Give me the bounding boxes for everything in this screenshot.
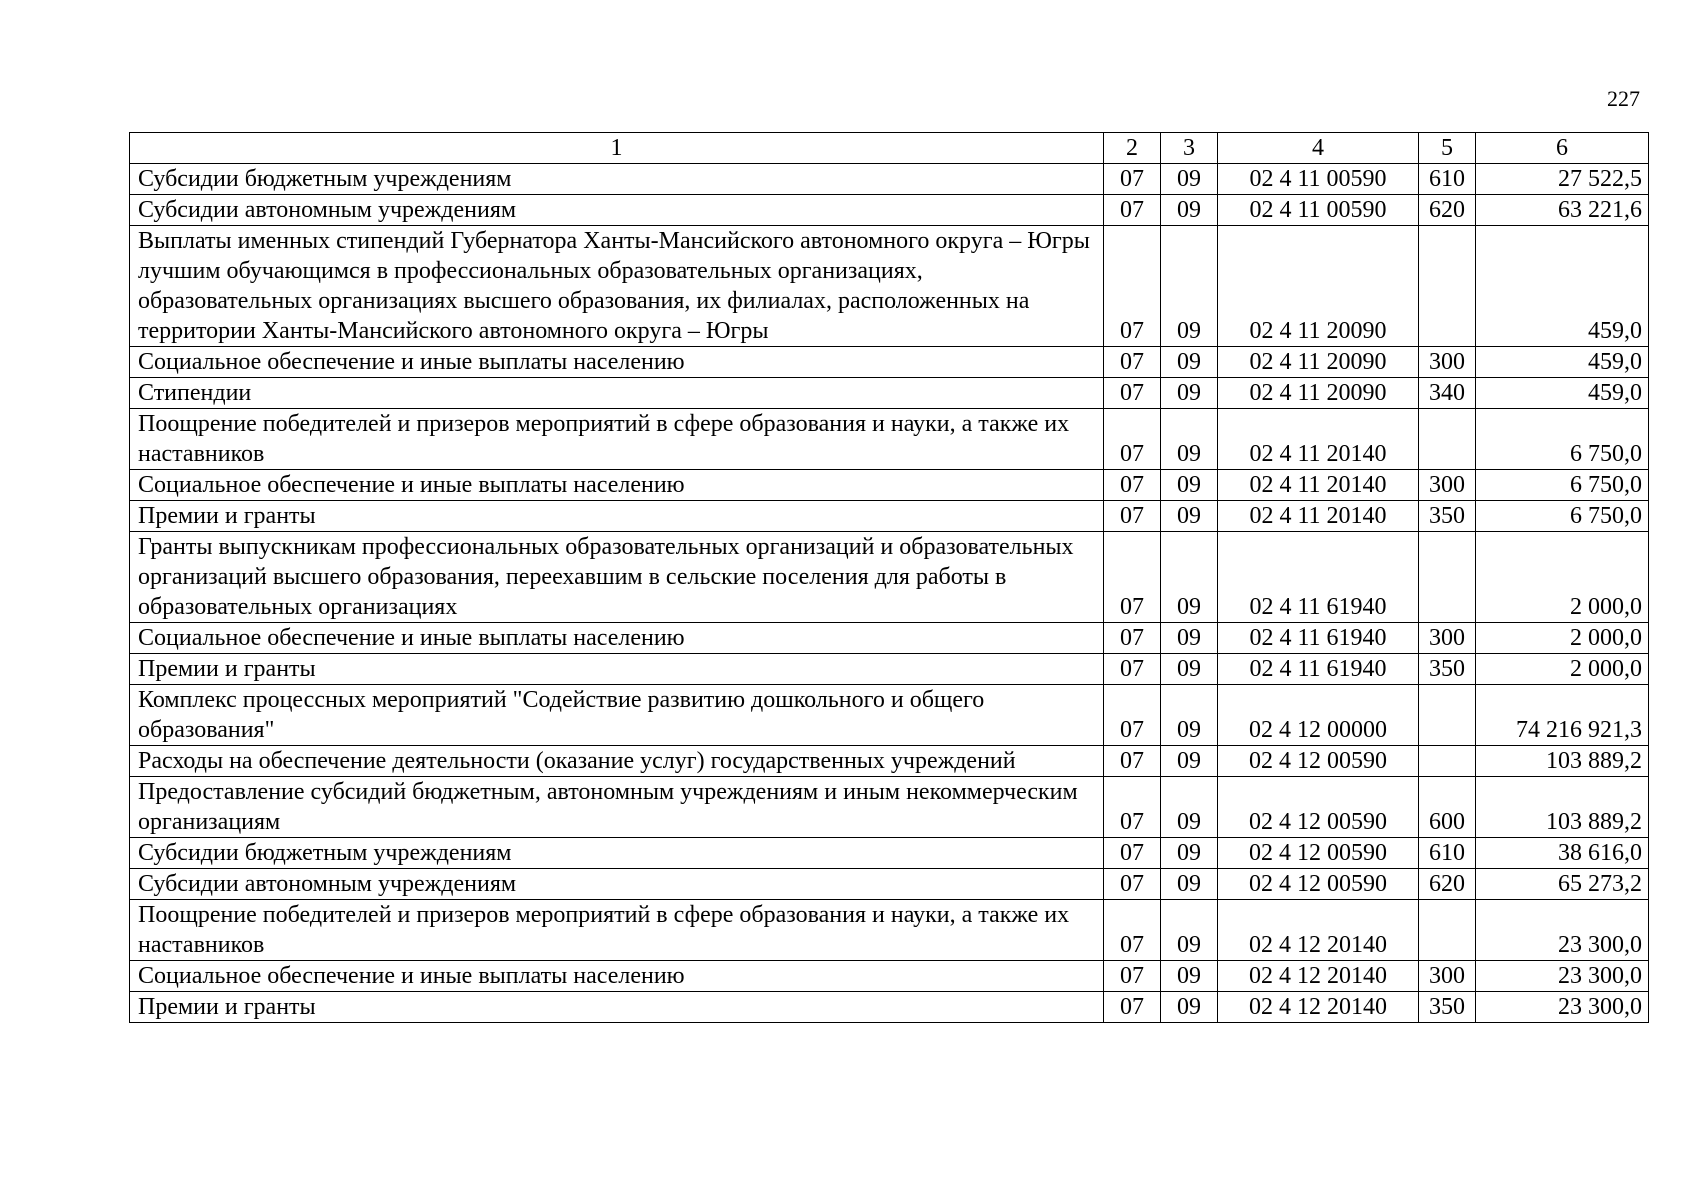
row-target-article-cell: 02 4 12 00590 bbox=[1218, 838, 1419, 869]
row-amount-cell: 23 300,0 bbox=[1476, 992, 1649, 1023]
row-subsection-cell: 09 bbox=[1161, 195, 1218, 226]
row-expense-type-cell: 300 bbox=[1419, 623, 1476, 654]
row-target-article-cell: 02 4 11 00590 bbox=[1218, 195, 1419, 226]
header-cell-1: 1 bbox=[130, 133, 1104, 164]
table-row bbox=[130, 532, 1649, 623]
row-expense-type-cell: 620 bbox=[1419, 195, 1476, 226]
row-expense-type-cell: 610 bbox=[1419, 164, 1476, 195]
row-subsection-cell: 09 bbox=[1161, 532, 1218, 623]
row-section-cell: 07 bbox=[1104, 992, 1161, 1023]
row-subsection-cell: 09 bbox=[1161, 777, 1218, 838]
table-row bbox=[130, 347, 1649, 378]
row-subsection-cell: 09 bbox=[1161, 654, 1218, 685]
row-name-cell: Социальное обеспечение и иные выплаты населению bbox=[130, 961, 1104, 992]
row-amount-cell: 6 750,0 bbox=[1476, 470, 1649, 501]
row-subsection-cell: 09 bbox=[1161, 470, 1218, 501]
row-section-cell: 07 bbox=[1104, 685, 1161, 746]
table-row bbox=[130, 685, 1649, 746]
row-expense-type-cell bbox=[1419, 532, 1476, 623]
row-name-cell: Субсидии автономным учреждениям bbox=[130, 195, 1104, 226]
row-section-cell: 07 bbox=[1104, 777, 1161, 838]
table-row bbox=[130, 378, 1649, 409]
table-row bbox=[130, 623, 1649, 654]
row-subsection-cell: 09 bbox=[1161, 501, 1218, 532]
row-name-cell: Социальное обеспечение и иные выплаты населению bbox=[130, 470, 1104, 501]
row-section-cell: 07 bbox=[1104, 869, 1161, 900]
header-cell-2: 2 bbox=[1104, 133, 1161, 164]
row-subsection-cell: 09 bbox=[1161, 685, 1218, 746]
row-amount-cell: 6 750,0 bbox=[1476, 501, 1649, 532]
row-target-article-cell: 02 4 11 20140 bbox=[1218, 470, 1419, 501]
row-subsection-cell: 09 bbox=[1161, 992, 1218, 1023]
row-expense-type-cell: 350 bbox=[1419, 501, 1476, 532]
row-section-cell: 07 bbox=[1104, 900, 1161, 961]
row-target-article-cell: 02 4 11 61940 bbox=[1218, 532, 1419, 623]
row-section-cell: 07 bbox=[1104, 195, 1161, 226]
row-name-cell: Премии и гранты bbox=[130, 501, 1104, 532]
row-name-cell: Субсидии автономным учреждениям bbox=[130, 869, 1104, 900]
row-target-article-cell: 02 4 11 20140 bbox=[1218, 409, 1419, 470]
row-target-article-cell: 02 4 12 00590 bbox=[1218, 777, 1419, 838]
header-cell-3: 3 bbox=[1161, 133, 1218, 164]
row-amount-cell: 2 000,0 bbox=[1476, 654, 1649, 685]
row-section-cell: 07 bbox=[1104, 961, 1161, 992]
table-row bbox=[130, 869, 1649, 900]
row-name-cell: Поощрение победителей и призеров мероприятий в сфере образования и науки, а также их наставников bbox=[130, 900, 1104, 961]
row-expense-type-cell: 300 bbox=[1419, 470, 1476, 501]
row-section-cell: 07 bbox=[1104, 838, 1161, 869]
row-expense-type-cell: 300 bbox=[1419, 347, 1476, 378]
row-name-cell: Социальное обеспечение и иные выплаты населению bbox=[130, 623, 1104, 654]
row-expense-type-cell bbox=[1419, 226, 1476, 347]
row-expense-type-cell: 610 bbox=[1419, 838, 1476, 869]
table-body bbox=[130, 164, 1649, 1023]
table-row bbox=[130, 838, 1649, 869]
row-section-cell: 07 bbox=[1104, 623, 1161, 654]
row-subsection-cell: 09 bbox=[1161, 900, 1218, 961]
row-amount-cell: 74 216 921,3 bbox=[1476, 685, 1649, 746]
row-name-cell: Социальное обеспечение и иные выплаты населению bbox=[130, 347, 1104, 378]
row-subsection-cell: 09 bbox=[1161, 164, 1218, 195]
row-name-cell: Выплаты именных стипендий Губернатора Ханты-Мансийского автономного округа – Югры лучшим обучающимся в профессиональных образовательных организациях, образовательных организациях высшего образования, их филиалах, расположенных на территории Ханты-Мансийского автономного округа – Югры bbox=[130, 226, 1104, 347]
row-section-cell: 07 bbox=[1104, 746, 1161, 777]
row-amount-cell: 65 273,2 bbox=[1476, 869, 1649, 900]
row-target-article-cell: 02 4 11 61940 bbox=[1218, 654, 1419, 685]
row-expense-type-cell: 300 bbox=[1419, 961, 1476, 992]
row-expense-type-cell bbox=[1419, 746, 1476, 777]
row-amount-cell: 2 000,0 bbox=[1476, 532, 1649, 623]
row-target-article-cell: 02 4 12 00590 bbox=[1218, 746, 1419, 777]
row-target-article-cell: 02 4 11 61940 bbox=[1218, 623, 1419, 654]
table-row bbox=[130, 470, 1649, 501]
table-row bbox=[130, 961, 1649, 992]
row-amount-cell: 23 300,0 bbox=[1476, 900, 1649, 961]
row-section-cell: 07 bbox=[1104, 378, 1161, 409]
row-name-cell: Премии и гранты bbox=[130, 654, 1104, 685]
table-row bbox=[130, 746, 1649, 777]
row-expense-type-cell: 350 bbox=[1419, 992, 1476, 1023]
row-subsection-cell: 09 bbox=[1161, 623, 1218, 654]
table-row bbox=[130, 992, 1649, 1023]
row-subsection-cell: 09 bbox=[1161, 378, 1218, 409]
row-target-article-cell: 02 4 12 20140 bbox=[1218, 992, 1419, 1023]
row-section-cell: 07 bbox=[1104, 164, 1161, 195]
row-target-article-cell: 02 4 11 20090 bbox=[1218, 347, 1419, 378]
row-amount-cell: 103 889,2 bbox=[1476, 777, 1649, 838]
row-target-article-cell: 02 4 12 00000 bbox=[1218, 685, 1419, 746]
row-expense-type-cell bbox=[1419, 409, 1476, 470]
row-amount-cell: 6 750,0 bbox=[1476, 409, 1649, 470]
row-target-article-cell: 02 4 11 00590 bbox=[1218, 164, 1419, 195]
row-expense-type-cell: 350 bbox=[1419, 654, 1476, 685]
row-name-cell: Поощрение победителей и призеров мероприятий в сфере образования и науки, а также их наставников bbox=[130, 409, 1104, 470]
row-expense-type-cell bbox=[1419, 900, 1476, 961]
row-subsection-cell: 09 bbox=[1161, 961, 1218, 992]
row-amount-cell: 63 221,6 bbox=[1476, 195, 1649, 226]
row-section-cell: 07 bbox=[1104, 470, 1161, 501]
row-target-article-cell: 02 4 11 20090 bbox=[1218, 226, 1419, 347]
row-target-article-cell: 02 4 11 20140 bbox=[1218, 501, 1419, 532]
row-subsection-cell: 09 bbox=[1161, 746, 1218, 777]
row-section-cell: 07 bbox=[1104, 654, 1161, 685]
row-expense-type-cell bbox=[1419, 685, 1476, 746]
row-name-cell: Комплекс процессных мероприятий "Содействие развитию дошкольного и общего образования" bbox=[130, 685, 1104, 746]
row-expense-type-cell: 340 bbox=[1419, 378, 1476, 409]
row-target-article-cell: 02 4 12 00590 bbox=[1218, 869, 1419, 900]
row-amount-cell: 23 300,0 bbox=[1476, 961, 1649, 992]
row-section-cell: 07 bbox=[1104, 409, 1161, 470]
header-row bbox=[130, 133, 1649, 164]
row-amount-cell: 38 616,0 bbox=[1476, 838, 1649, 869]
header-cell-6: 6 bbox=[1476, 133, 1649, 164]
table-row bbox=[130, 777, 1649, 838]
page-number: 227 bbox=[1607, 86, 1640, 111]
row-subsection-cell: 09 bbox=[1161, 226, 1218, 347]
budget-table bbox=[129, 132, 1649, 1023]
row-section-cell: 07 bbox=[1104, 347, 1161, 378]
table-row bbox=[130, 409, 1649, 470]
row-subsection-cell: 09 bbox=[1161, 869, 1218, 900]
row-name-cell: Предоставление субсидий бюджетным, автономным учреждениям и иным некоммерческим организациям bbox=[130, 777, 1104, 838]
table-row bbox=[130, 195, 1649, 226]
row-amount-cell: 459,0 bbox=[1476, 226, 1649, 347]
row-target-article-cell: 02 4 11 20090 bbox=[1218, 378, 1419, 409]
header-cell-4: 4 bbox=[1218, 133, 1419, 164]
row-amount-cell: 2 000,0 bbox=[1476, 623, 1649, 654]
table-row bbox=[130, 501, 1649, 532]
row-section-cell: 07 bbox=[1104, 226, 1161, 347]
row-name-cell: Субсидии бюджетным учреждениям bbox=[130, 838, 1104, 869]
row-target-article-cell: 02 4 12 20140 bbox=[1218, 900, 1419, 961]
row-name-cell: Субсидии бюджетным учреждениям bbox=[130, 164, 1104, 195]
row-subsection-cell: 09 bbox=[1161, 838, 1218, 869]
row-subsection-cell: 09 bbox=[1161, 347, 1218, 378]
row-target-article-cell: 02 4 12 20140 bbox=[1218, 961, 1419, 992]
row-section-cell: 07 bbox=[1104, 532, 1161, 623]
row-expense-type-cell: 600 bbox=[1419, 777, 1476, 838]
header-cell-5: 5 bbox=[1419, 133, 1476, 164]
row-section-cell: 07 bbox=[1104, 501, 1161, 532]
row-amount-cell: 27 522,5 bbox=[1476, 164, 1649, 195]
table-row bbox=[130, 226, 1649, 347]
table-row bbox=[130, 900, 1649, 961]
table-row bbox=[130, 654, 1649, 685]
row-expense-type-cell: 620 bbox=[1419, 869, 1476, 900]
row-amount-cell: 459,0 bbox=[1476, 347, 1649, 378]
row-name-cell: Расходы на обеспечение деятельности (оказание услуг) государственных учреждений bbox=[130, 746, 1104, 777]
row-amount-cell: 459,0 bbox=[1476, 378, 1649, 409]
row-name-cell: Премии и гранты bbox=[130, 992, 1104, 1023]
table-row bbox=[130, 164, 1649, 195]
row-name-cell: Стипендии bbox=[130, 378, 1104, 409]
row-name-cell: Гранты выпускникам профессиональных образовательных организаций и образовательных организаций высшего образования, переехавшим в сельские поселения для работы в образовательных организациях bbox=[130, 532, 1104, 623]
row-subsection-cell: 09 bbox=[1161, 409, 1218, 470]
row-amount-cell: 103 889,2 bbox=[1476, 746, 1649, 777]
